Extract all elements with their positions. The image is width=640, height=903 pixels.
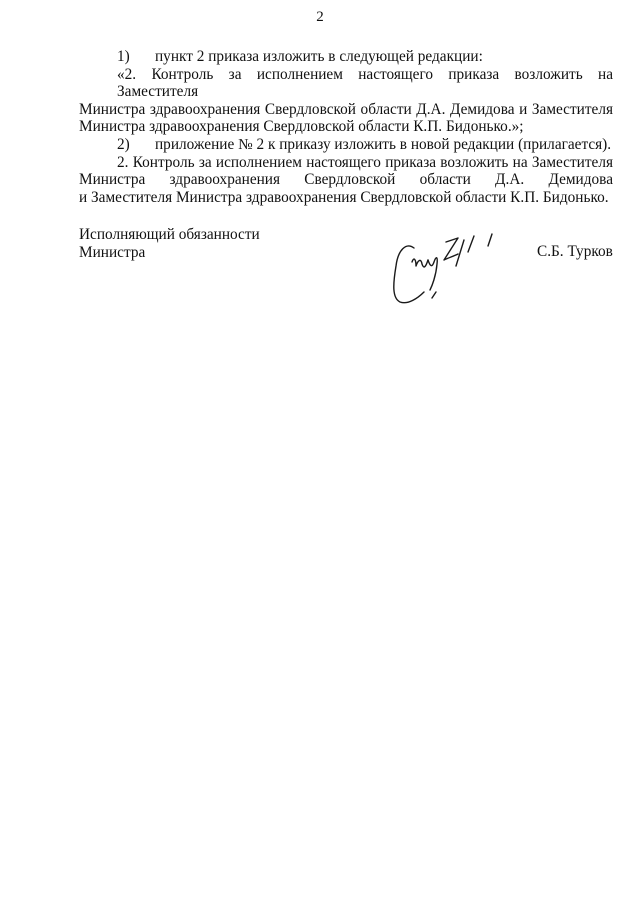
list-item-number: 1) xyxy=(117,48,130,65)
list-item-text: приложение № 2 к приказу изложить в новой редакции (прилагается). xyxy=(155,135,612,153)
quoted-line-1: «2. Контроль за исполнением настоящего приказа возложить на Заместителя xyxy=(117,65,613,101)
paragraph-2-line-2: Министра здравоохранения Свердловской области Д.А. Демидова xyxy=(79,171,613,189)
paragraph-2-line-1: 2. Контроль за исполнением настоящего приказа возложить на Заместителя xyxy=(117,153,613,171)
signer-position-line-1: Исполняющий обязанности xyxy=(79,226,260,243)
quoted-paragraph xyxy=(79,66,613,136)
paragraph-2-line-3: и Заместителя Министра здравоохранения Свердловской области К.П. Бидонько. xyxy=(79,188,609,206)
handwritten-signature-icon xyxy=(388,226,528,310)
quoted-line-2: Министра здравоохранения Свердловской области Д.А. Демидова и Заместителя xyxy=(79,100,613,118)
list-item-text: пункт 2 приказа изложить в следующей редакции: xyxy=(155,48,483,65)
signer-name: С.Б. Турков xyxy=(537,243,613,260)
list-item-2 xyxy=(79,136,613,154)
paragraph-2 xyxy=(79,154,613,207)
quoted-line-3: Министра здравоохранения Свердловской области К.П. Бидонько.»; xyxy=(79,118,524,136)
list-item-number: 2) xyxy=(117,135,130,153)
document-body xyxy=(79,48,613,206)
page-number: 2 xyxy=(316,9,324,25)
signer-position-line-2: Министра xyxy=(79,243,146,261)
list-item-1 xyxy=(79,48,613,66)
signer-position xyxy=(79,226,260,261)
